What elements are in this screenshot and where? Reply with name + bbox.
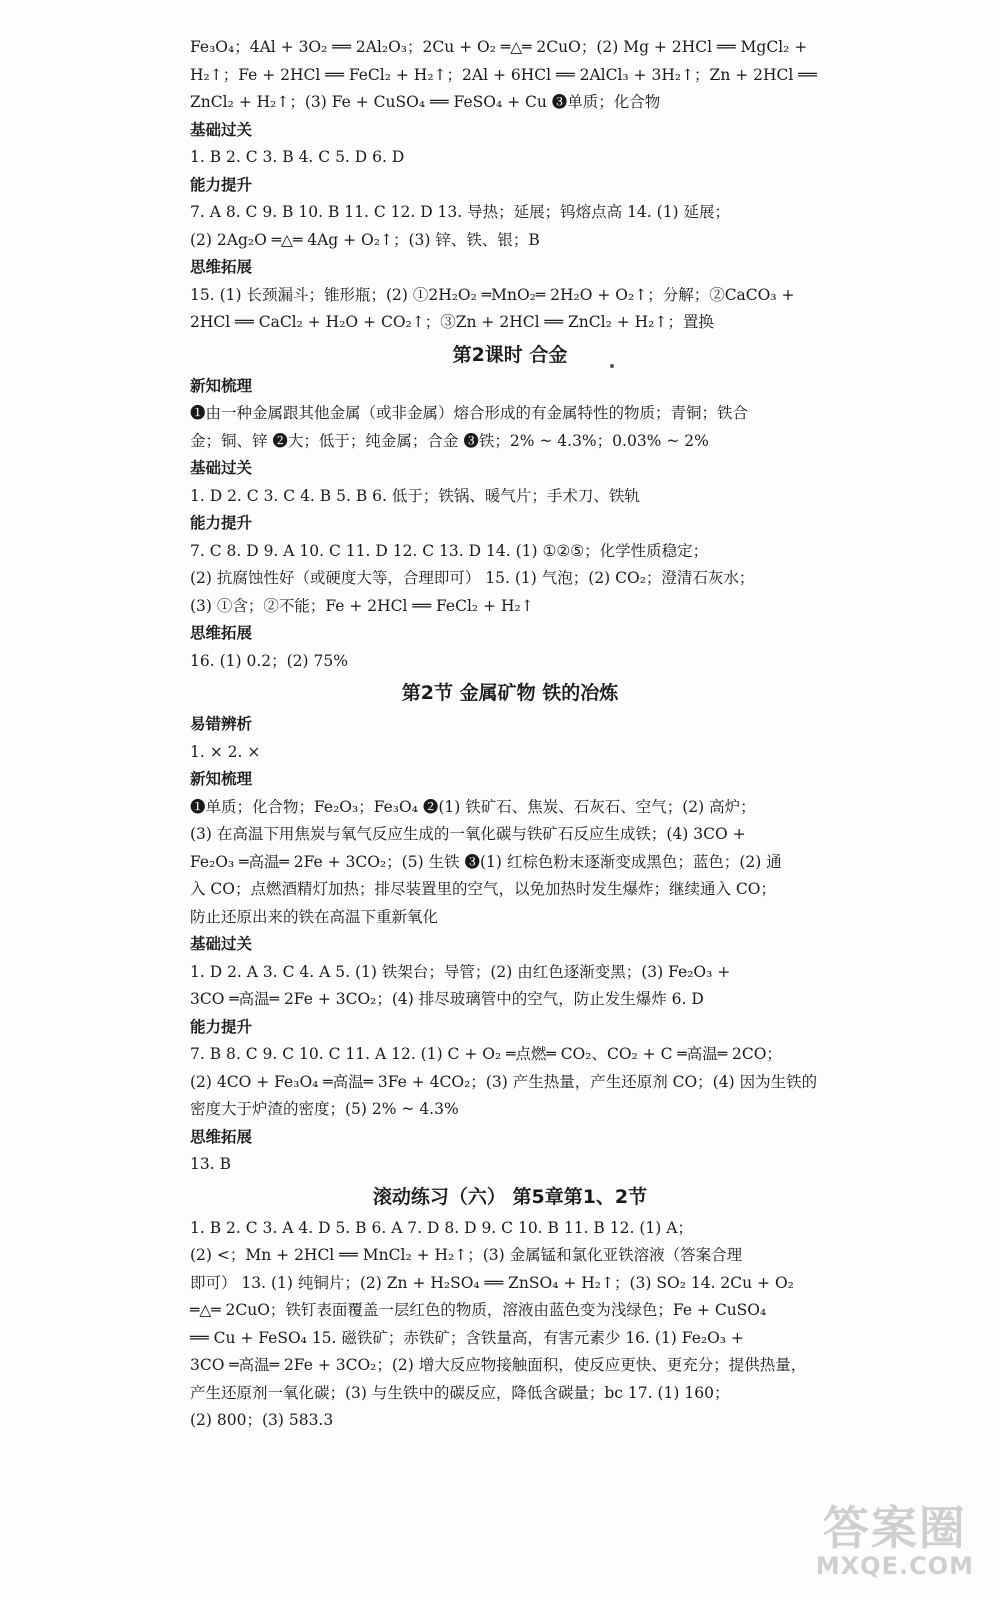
answer-page <box>190 34 830 1435</box>
answer-line: 15. (1) 长颈漏斗；锥形瓶；(2) ①2H₂O₂ ═MnO₂═ 2H₂O + O₂↑；分解；②CaCO₃ + <box>190 285 795 304</box>
answer-line: (2) 2Ag₂O ═△═ 4Ag + O₂↑；(3) 锌、铁、银；B <box>190 230 540 249</box>
section-heading: 思维拓展 <box>190 258 253 276</box>
section-heading: 基础过关 <box>190 120 253 139</box>
answer-line: (2) <；Mn + 2HCl ══ MnCl₂ + H₂↑；(3) 金属锰和氯化亚铁溶液（答案合理 <box>190 1246 743 1264</box>
answer-line: 1. × 2. × <box>190 742 261 761</box>
answer-line: (2) 抗腐蚀性好（或硬度大等，合理即可） 15. (1) 气泡；(2) CO₂；澄清石灰水； <box>190 569 755 587</box>
section-title: 滚动练习（六） 第5章第1、2节 <box>372 1185 648 1208</box>
answer-line: 入 CO；点燃酒精灯加热；排尽装置里的空气，以免加热时发生爆炸；继续通入 CO； <box>190 880 776 898</box>
answer-line: 防止还原出来的铁在高温下重新氧化 <box>190 907 439 926</box>
stray-dot <box>610 364 614 368</box>
answer-line: ZnCl₂ + H₂↑；(3) Fe + CuSO₄ ══ FeSO₄ + Cu ❸单质；化合物 <box>190 93 661 111</box>
answer-line: ═△═ 2CuO；铁钉表面覆盖一层红色的物质，溶液由蓝色变为浅绿色；Fe + CuSO₄ <box>190 1301 767 1319</box>
answer-line: 产生还原剂一氧化碳；(3) 与生铁中的碳反应，降低含碳量；bc 17. (1) 160； <box>190 1383 730 1402</box>
section-heading: 能力提升 <box>190 1017 253 1036</box>
answer-line: 密度大于炉渣的密度；(5) 2% ~ 4.3% <box>190 1100 459 1118</box>
answer-line: Fe₃O₄；4Al + 3O₂ ══ 2Al₂O₃；2Cu + O₂ ═△═ 2CuO；(2) Mg + 2HCl ══ MgCl₂ + <box>190 38 808 56</box>
section-heading: 新知梳理 <box>190 376 253 395</box>
section-heading: 能力提升 <box>190 175 253 194</box>
answer-line: 3CO ═高温═ 2Fe + 3CO₂；(4) 排尽玻璃管中的空气，防止发生爆炸 6. D <box>190 990 704 1008</box>
answer-line: (2) 800；(3) 583.3 <box>190 1411 334 1429</box>
answer-line: 1. B 2. C 3. A 4. D 5. B 6. A 7. D 8. D 9. C 10. B 11. B 12. (1) A； <box>190 1218 693 1237</box>
section-heading: 易错辨析 <box>190 715 253 733</box>
answer-line: ══ Cu + FeSO₄ 15. 磁铁矿；赤铁矿；含铁量高，有害元素少 16. (1) Fe₂O₃ + <box>190 1328 744 1347</box>
answer-line: 即可） 13. (1) 纯铜片；(2) Zn + H₂SO₄ ══ ZnSO₄ + H₂↑；(3) SO₂ 14. 2Cu + O₂ <box>190 1273 794 1292</box>
answer-line: ❶单质；化合物；Fe₂O₃；Fe₃O₄ ❷(1) 铁矿石、焦炭、石灰石、空气；(2) 高炉； <box>190 797 756 816</box>
section-heading: 基础过关 <box>190 459 253 477</box>
answer-line: 2HCl ══ CaCl₂ + H₂O + CO₂↑；③Zn + 2HCl ══ ZnCl₂ + H₂↑；置换 <box>190 313 714 331</box>
watermark-site: MXQE.COM <box>815 1552 974 1580</box>
section-heading: 新知梳理 <box>190 770 253 788</box>
answer-line: 7. B 8. C 9. C 10. C 11. A 12. (1) C + O₂ ═点燃═ CO₂、CO₂ + C ═高温═ 2CO； <box>190 1045 782 1063</box>
watermark <box>816 1492 974 1580</box>
section-title: 第2课时 合金 <box>452 343 568 366</box>
answer-line: H₂↑；Fe + 2HCl ══ FeCl₂ + H₂↑；2Al + 6HCl ══ 2AlCl₃ + 3H₂↑；Zn + 2HCl ══ <box>190 65 817 84</box>
answer-line: 7. C 8. D 9. A 10. C 11. D 12. C 13. D 14. (1) ①②⑤；化学性质稳定； <box>190 541 709 560</box>
answer-line: (3) ①含；②不能；Fe + 2HCl ══ FeCl₂ + H₂↑ <box>190 596 534 615</box>
section-heading: 思维拓展 <box>190 1127 253 1146</box>
answer-line: Fe₂O₃ ═高温═ 2Fe + 3CO₂；(5) 生铁 ❸(1) 红棕色粉末逐渐变成黑色；蓝色；(2) 通 <box>190 852 782 871</box>
section-heading: 基础过关 <box>190 935 253 953</box>
answer-line: 1. D 2. A 3. C 4. A 5. (1) 铁架台；导管；(2) 由红色逐渐变黑；(3) Fe₂O₃ + <box>190 962 731 981</box>
answer-line: 3CO ═高温═ 2Fe + 3CO₂；(2) 增大反应物接触面积，使反应更快、更充分；提供热量， <box>190 1356 807 1374</box>
section-heading: 能力提升 <box>190 514 253 532</box>
section-heading: 思维拓展 <box>190 624 253 642</box>
answer-line: (2) 4CO + Fe₃O₄ ═高温═ 3Fe + 4CO₂；(3) 产生热量，产生还原剂 CO；(4) 因为生铁的 <box>190 1072 818 1091</box>
answer-line: (3) 在高温下用焦炭与氧气反应生成的一氧化碳与铁矿石反应生成铁；(4) 3CO + <box>190 825 746 843</box>
answer-line: 13. B <box>190 1155 231 1173</box>
answer-line: 7. A 8. C 9. B 10. B 11. C 12. D 13. 导热；延展；钨熔点高 14. (1) 延展； <box>190 203 731 221</box>
answer-line: ❶由一种金属跟其他金属（或非金属）熔合形成的有金属特性的物质；青铜；铁合 <box>190 404 749 422</box>
answer-line: 1. B 2. C 3. B 4. C 5. D 6. D <box>190 148 405 166</box>
answer-line: 16. (1) 0.2；(2) 75% <box>190 651 348 670</box>
answer-line: 金；铜、锌 ❷大；低于；纯金属；合金 ❸铁；2% ~ 4.3%；0.03% ~ 2% <box>190 431 709 450</box>
answer-line: 1. D 2. C 3. C 4. B 5. B 6. 低于；铁锅、暖气片；手术刀、铁轨 <box>190 486 640 505</box>
watermark-logo: 答案圈 <box>822 1501 967 1555</box>
section-title: 第2节 金属矿物 铁的冶炼 <box>401 682 619 704</box>
